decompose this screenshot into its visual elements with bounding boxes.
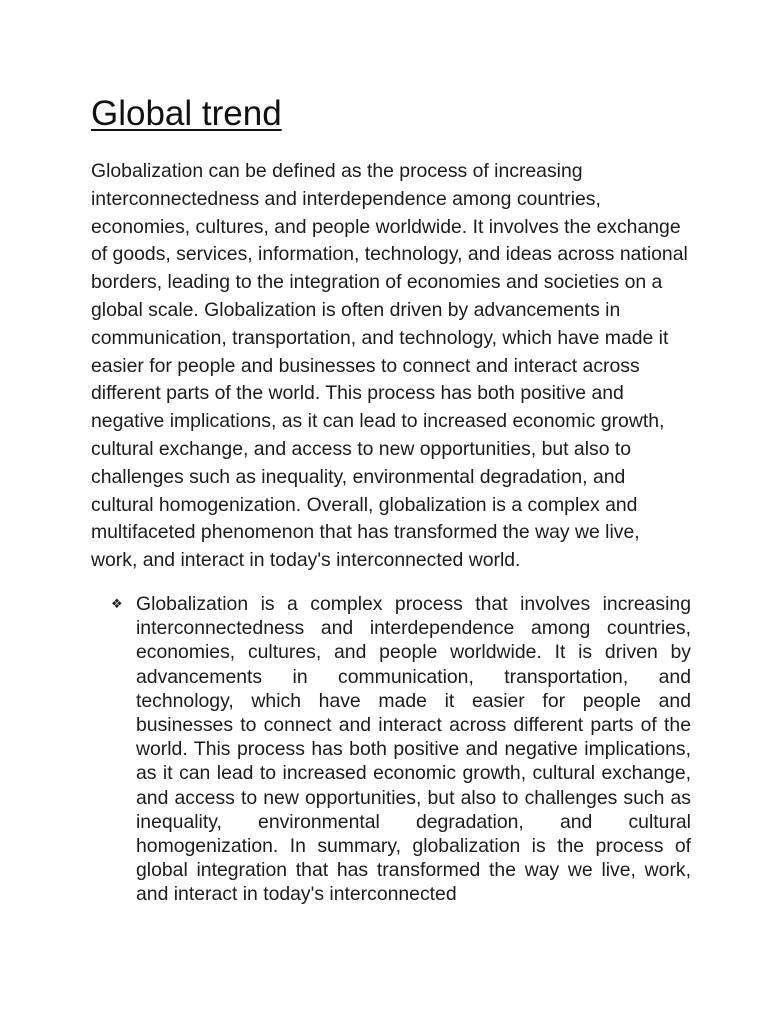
- intro-paragraph: Globalization can be defined as the process of increasing interconnectedness and interdependence among countries, economies, cultures, and people worldwide. It involves the exchange of goods, services, information, technology, and ideas across national borders, leading to the integration of economies and societies on a global scale. Globalization is often driven by advancements in communication, transportation, and technology, which have made it easier for people and businesses to connect and interact across different parts of the world. This process has both positive and negative implications, as it can lead to increased economic growth, cultural exchange, and access to new opportunities, but also to challenges such as inequality, environmental degradation, and cultural homogenization. Overall, globalization is a complex and multifaceted phenomenon that has transformed the way we live, work, and interact in today's interconnected world.: [91, 160, 688, 572]
- page-title: Global trend: [91, 94, 282, 133]
- document-page: [91, 92, 691, 907]
- bullet-list: [91, 592, 691, 907]
- bullet-text: Globalization is a complex process that involves increasing interconnectedness and interdependence among countries, economies, cultures, and people worldwide. It is driven by advancements in communication, transportation, and technology, which have made it easier for people and businesses to connect and interact across different parts of the world. This process has both positive and negative implications, as it can lead to increased economic growth, cultural exchange, and access to new opportunities, but also to challenges such as inequality, environmental degradation, and cultural homogenization. In summary, globalization is the process of global integration that has transformed the way we live, work, and interact in today's interconnected: [136, 592, 691, 906]
- list-item: [91, 592, 691, 907]
- diamond-bullet-icon: ❖: [111, 595, 123, 611]
